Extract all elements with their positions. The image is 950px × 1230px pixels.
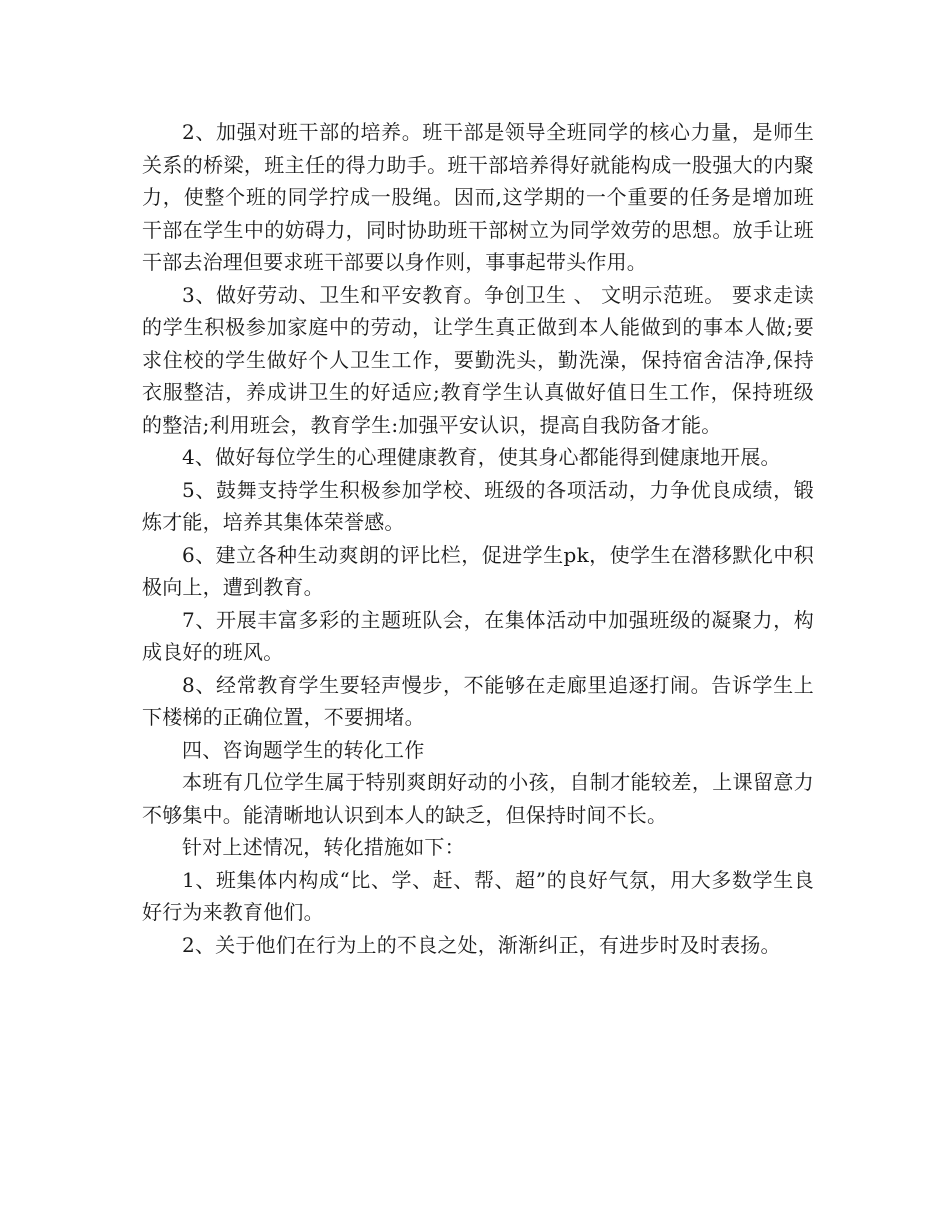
paragraph-measure-2: 2、关于他们在行为上的不良之处，渐渐纠正，有进步时及时表扬。	[182, 932, 781, 957]
paragraph-item-2-class-cadres: 2、加强对班干部的培养。班干部是领导全班同学的核心力量，是师生关系的桥梁，班主任的得力助手。班干部培养得好就能构成一股强大的内聚力，使整个班的同学拧成一股绳。因而,这学期的一个重要的任务是增加班干部在学生中的妨碍力，同时协助班干部树立为同学效劳的思想。放手让班干部去治理但要求班干部要以身作则，事事起带头作用。	[142, 120, 814, 274]
paragraph-item-4-mental-health: 4、做好每位学生的心理健康教育，使其身心都能得到健康地开展。	[182, 445, 781, 469]
document-body	[142, 116, 814, 961]
paragraph-item-5-activities: 5、鼓舞支持学生积极参加学校、班级的各项活动，力争优良成绩，锻炼才能，培养其集体荣誉感。	[142, 477, 814, 534]
paragraph-measure-1: 1、班集体内构成“比、学、赶、帮、超”的良好气氛，用大多数学生良好行为来教育他们。	[142, 867, 814, 924]
paragraph-item-7-class-meetings: 7、开展丰富多彩的主题班队会，在集体活动中加强班级的凝聚力，构成良好的班风。	[142, 607, 814, 664]
paragraph-measures-intro: 针对上述情况，转化措施如下：	[182, 835, 465, 859]
section-heading-problem-students: 四、咨询题学生的转化工作	[182, 737, 425, 762]
paragraph-item-8-corridor-safety: 8、经常教育学生要轻声慢步，不能够在走廊里追逐打闹。告诉学生上下楼梯的正确位置，不要拥堵。	[142, 672, 814, 729]
paragraph-item-6-evaluation: 6、建立各种生动爽朗的评比栏，促进学生pk，使学生在潜移默化中积极向上，遭到教育。	[142, 542, 814, 599]
paragraph-problem-description: 本班有几位学生属于特别爽朗好动的小孩，自制才能较差，上课留意力不够集中。能清晰地认识到本人的缺乏，但保持时间不长。	[142, 770, 814, 827]
paragraph-item-3-hygiene-safety: 3、做好劳动、卫生和平安教育。争创卫生 、 文明示范班。 要求走读的学生积极参加家庭中的劳动，让学生真正做到本人能做到的事本人做;要求住校的学生做好个人卫生工作，要勤洗头，勤洗澡，保持宿舍洁净,保持衣服整洁，养成讲卫生的好适应;教育学生认真做好值日生工作，保持班级的整洁;利用班会，教育学生:加强平安认识，提高自我防备才能。	[142, 282, 814, 437]
